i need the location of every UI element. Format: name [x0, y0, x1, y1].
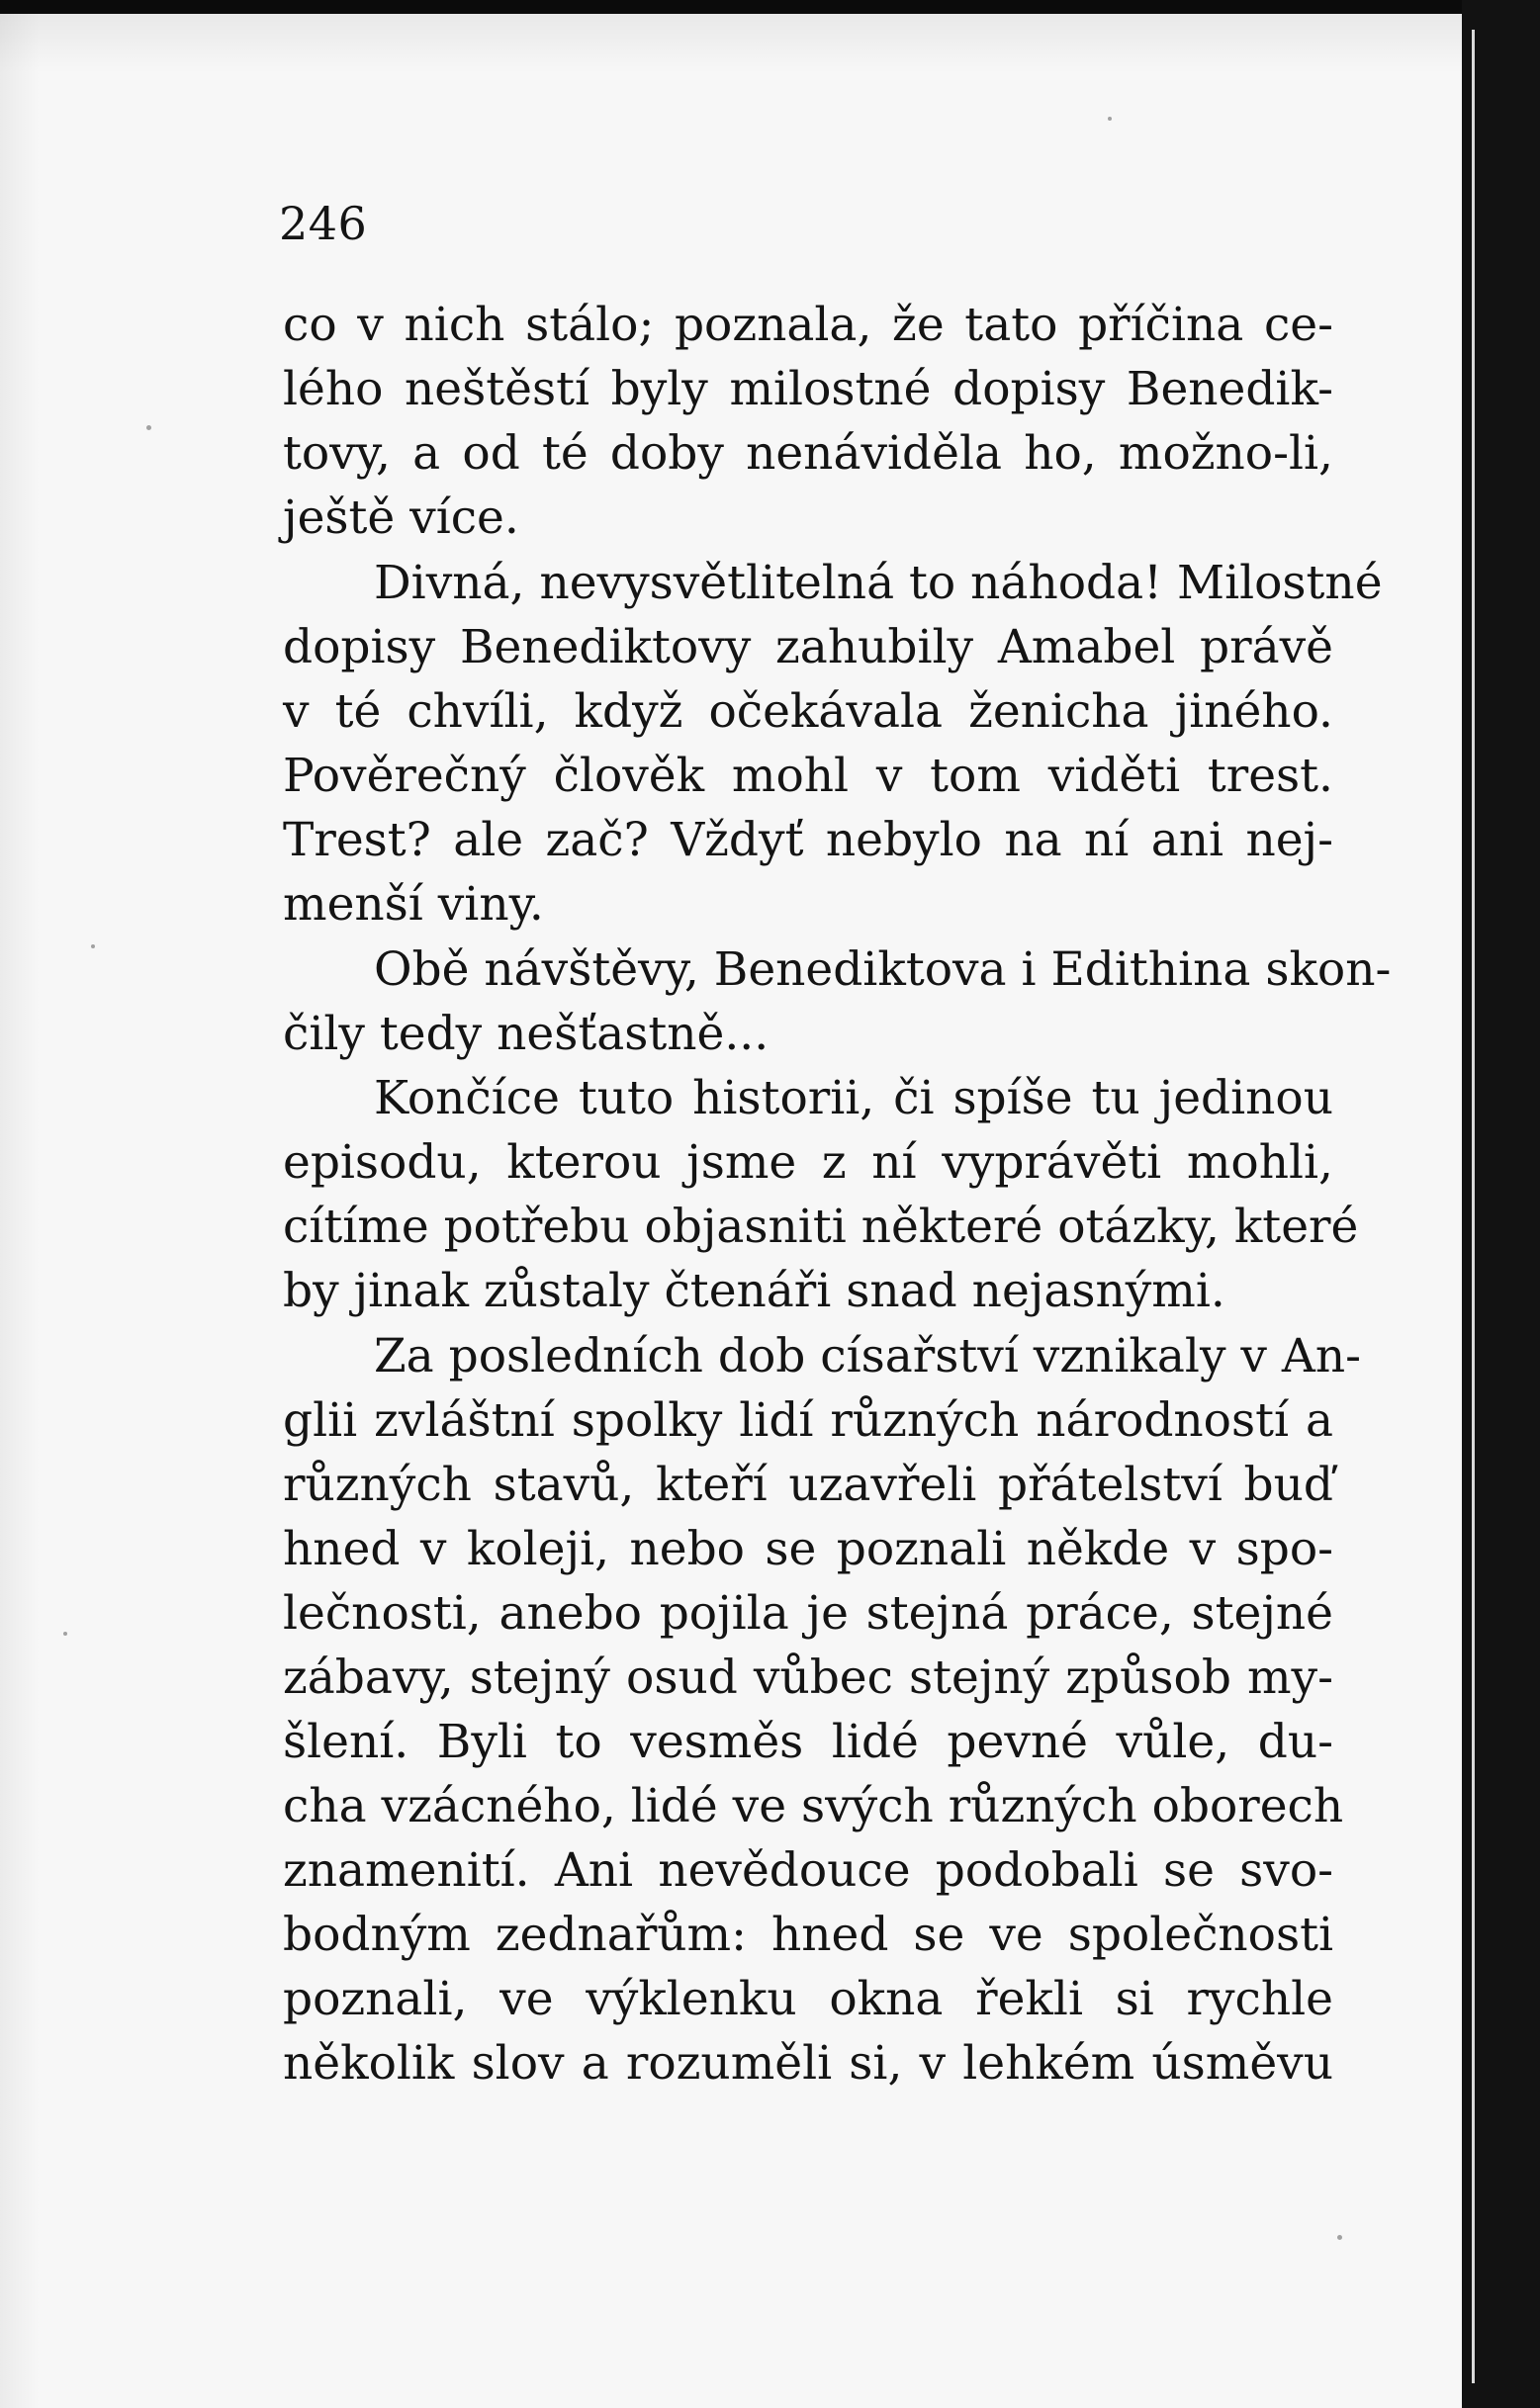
text-line: dopisy Benediktovy zahubily Amabel právě	[283, 620, 1333, 674]
text-line: zábavy, stejný osud vůbec stejný způsob my-	[283, 1650, 1333, 1705]
text-line: v té chvíli, když očekávala ženicha jiného.	[283, 684, 1333, 739]
text-line: ještě více.	[283, 491, 519, 545]
paper-speck	[146, 425, 151, 430]
text-line: glii zvláštní spolky lidí různých národností a	[283, 1393, 1333, 1448]
text-line: by jinak zůstaly čtenáři snad nejasnými.	[283, 1264, 1225, 1318]
page-edge-line	[1472, 30, 1475, 2383]
text-line: Divná, nevysvětlitelná to náhoda! Milostné	[374, 556, 1383, 610]
text-line: Obě návštěvy, Benediktova i Edithina skon-	[374, 942, 1392, 997]
text-line: cha vzácného, lidé ve svých různých oborech	[283, 1779, 1344, 1833]
text-line: Končíce tuto historii, či spíše tu jedinou	[374, 1071, 1333, 1125]
text-line: Pověrečný člověk mohl v tom viděti trest.	[283, 749, 1333, 803]
text-line: hned v koleji, nebo se poznali někde v spo-	[283, 1522, 1333, 1576]
text-line: lého neštěstí byly milostné dopisy Benedik-	[283, 362, 1333, 416]
text-line: Za posledních dob císařství vznikaly v An-	[374, 1329, 1362, 1383]
text-line: lečnosti, anebo pojila je stejná práce, stejné	[283, 1586, 1333, 1641]
text-line: různých stavů, kteří uzavřeli přátelství buď	[283, 1458, 1333, 1512]
text-line: poznali, ve výklenku okna řekli si rychle	[283, 1972, 1333, 2026]
text-line: znamenití. Ani nevědouce podobali se svo-	[283, 1843, 1333, 1898]
text-line: tovy, a od té doby nenáviděla ho, možno-li,	[283, 426, 1333, 481]
paper-speck	[63, 1632, 67, 1636]
text-line: cítíme potřebu objasniti některé otázky, které	[283, 1200, 1359, 1254]
text-line: čily tedy nešťastně...	[283, 1007, 770, 1061]
text-line: bodným zednařům: hned se ve společnosti	[283, 1908, 1333, 1962]
text-line: šlení. Byli to vesměs lidé pevné vůle, du-	[283, 1715, 1333, 1769]
paper-speck	[1108, 117, 1112, 121]
text-line: několik slov a rozuměli si, v lehkém úsměvu	[283, 2036, 1333, 2091]
paper-speck	[91, 944, 95, 948]
page-number: 246	[279, 197, 368, 250]
text-line: episodu, kterou jsme z ní vyprávěti mohli,	[283, 1135, 1333, 1190]
text-line: co v nich stálo; poznala, že tato příčina ce-	[283, 298, 1333, 352]
text-line: Trest? ale zač? Vždyť nebylo na ní ani nej-	[283, 813, 1333, 867]
paper-speck	[1337, 2235, 1342, 2240]
text-line: menší viny.	[283, 877, 544, 932]
